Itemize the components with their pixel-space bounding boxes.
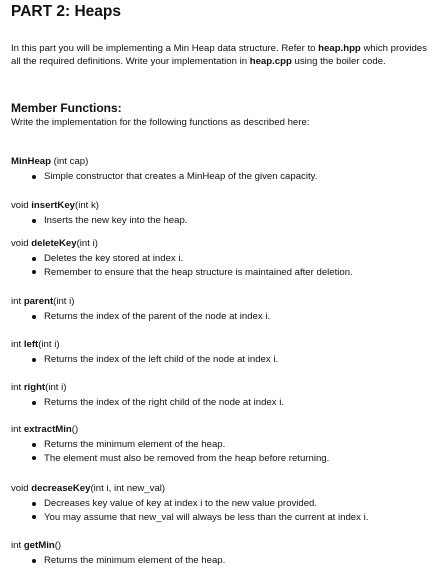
bullet-text: The element must also be removed from the heap before returning. — [44, 452, 330, 464]
function-bullets — [11, 396, 435, 410]
function-entry — [11, 200, 435, 228]
function-bullets — [11, 310, 435, 324]
function-entry — [11, 424, 435, 465]
bullet-text: Returns the index of the left child of the node at index i. — [44, 354, 279, 365]
bullet-item — [11, 554, 435, 568]
function-bullets — [11, 438, 435, 465]
function-signature — [11, 483, 435, 495]
bullet-dot-icon — [32, 270, 36, 274]
function-bullets — [11, 497, 435, 524]
function-return-type: void — [11, 483, 32, 494]
bullet-dot-icon — [32, 502, 36, 506]
bullet-item — [11, 396, 435, 410]
section-heading: Member Functions: — [11, 101, 122, 115]
function-name: parent — [23, 296, 54, 307]
bullet-item — [11, 170, 435, 184]
bullet-text: Inserts the new key into the heap. — [44, 215, 188, 226]
function-signature — [11, 238, 435, 250]
function-entry — [11, 296, 435, 324]
function-name: deleteKey — [31, 238, 77, 249]
function-return-type: int — [11, 296, 24, 307]
page-title: PART 2: Heaps — [11, 3, 121, 20]
bullet-dot-icon — [32, 315, 36, 319]
function-entry — [11, 483, 435, 524]
bullet-dot-icon — [32, 443, 36, 447]
function-name: insertKey — [31, 200, 75, 211]
bullet-text: You may assume that new_val will always be less than the current at index i. — [44, 511, 369, 523]
function-name: getMin — [23, 540, 55, 551]
function-entry — [11, 382, 435, 410]
bullet-text: Returns the minimum element of the heap. — [44, 555, 226, 566]
function-signature — [11, 382, 435, 394]
intro-text-1: In this part you will be implementing a Min Heap data structure. Refer to — [11, 43, 319, 54]
function-entry — [11, 156, 435, 184]
intro-text-3: using the boiler code. — [291, 56, 386, 67]
function-name: MinHeap — [11, 156, 51, 167]
function-bullets — [11, 170, 435, 184]
bullet-item — [11, 353, 435, 367]
function-bullets — [11, 353, 435, 367]
bullet-item — [11, 511, 435, 525]
function-params: (int i, int new_val) — [90, 483, 166, 494]
function-bullets — [11, 214, 435, 228]
function-params: (int i) — [45, 382, 67, 393]
intro-text-2: which provides all the required definitions. Write your implementation in — [11, 43, 427, 67]
intro-paragraph — [11, 42, 435, 68]
function-name: left — [23, 339, 39, 350]
section-subtitle: Write the implementation for the following functions as described here: — [11, 117, 310, 128]
function-return-type: int — [11, 339, 24, 350]
function-params: (int i) — [76, 238, 98, 249]
bullet-item — [11, 214, 435, 228]
function-return-type: int — [11, 382, 24, 393]
function-return-type: int — [11, 424, 24, 435]
function-signature — [11, 200, 435, 212]
bullet-dot-icon — [32, 358, 36, 362]
intro-file-hpp: heap.hpp — [318, 43, 361, 54]
bullet-text: Returns the index of the right child of the node at index i. — [44, 397, 284, 408]
bullet-dot-icon — [32, 559, 36, 563]
function-signature — [11, 156, 435, 168]
function-entry — [11, 339, 435, 367]
bullet-text: Returns the minimum element of the heap. — [44, 439, 226, 450]
bullet-dot-icon — [32, 456, 36, 460]
function-return-type: int — [11, 540, 24, 551]
function-params: (int k) — [75, 200, 99, 211]
bullet-text: Remember to ensure that the heap structure is maintained after deletion. — [44, 266, 353, 278]
bullet-item — [11, 497, 435, 511]
bullet-text: Decreases key value of key at index i to the new value provided. — [44, 498, 318, 509]
bullet-item — [11, 452, 435, 466]
function-signature — [11, 339, 435, 351]
function-name: decreaseKey — [31, 483, 91, 494]
bullet-dot-icon — [32, 257, 36, 261]
bullet-text: Simple constructor that creates a MinHeap of the given capacity. — [44, 171, 318, 182]
bullet-item — [11, 266, 435, 280]
bullet-dot-icon — [32, 175, 36, 179]
function-signature — [11, 424, 435, 436]
function-entry — [11, 540, 435, 568]
bullet-dot-icon — [32, 219, 36, 223]
function-params: () — [71, 424, 79, 435]
function-params: (int i) — [53, 296, 75, 307]
function-entry — [11, 238, 435, 279]
function-signature — [11, 540, 435, 552]
function-return-type: void — [11, 200, 32, 211]
function-name: extractMin — [23, 424, 72, 435]
function-name: right — [23, 382, 46, 393]
function-bullets — [11, 252, 435, 279]
bullet-item — [11, 310, 435, 324]
bullet-dot-icon — [32, 401, 36, 405]
bullet-text: Returns the index of the parent of the node at index i. — [44, 311, 271, 322]
bullet-text: Deletes the key stored at index i. — [44, 253, 184, 264]
bullet-item — [11, 438, 435, 452]
function-return-type: void — [11, 238, 32, 249]
function-params: () — [54, 540, 62, 551]
function-bullets — [11, 554, 435, 568]
bullet-dot-icon — [32, 515, 36, 519]
function-params: (int cap) — [50, 156, 89, 167]
function-signature — [11, 296, 435, 308]
function-params: (int i) — [38, 339, 60, 350]
bullet-item — [11, 252, 435, 266]
intro-file-cpp: heap.cpp — [249, 56, 292, 67]
